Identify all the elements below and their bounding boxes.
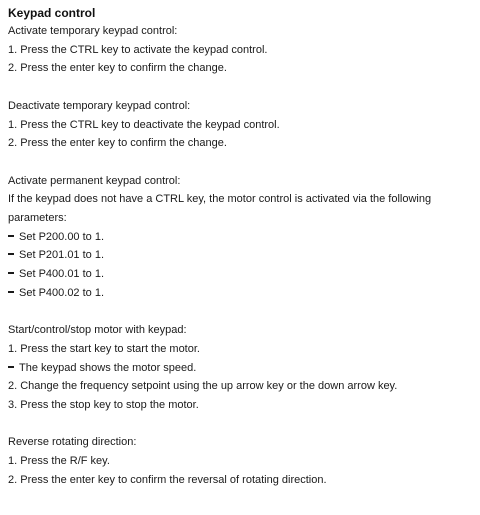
parameter-item: Set P400.01 to 1. [19,268,105,281]
list-item [8,228,474,247]
list-item [8,265,474,284]
temp-deactivate-step-2: 2. Press the enter key to confirm the change. [8,137,227,150]
reverse-step-1: 1. Press the R/F key. [8,455,110,468]
reverse-step-2: 2. Press the enter key to confirm the reversal of rotating direction. [8,473,327,486]
motor-step-3: 3. Press the stop key to stop the motor. [8,399,199,412]
dash-bullet-icon [8,235,14,237]
permanent-description: If the keypad does not have a CTRL key, the motor control is activated via the following parameters: [8,193,432,224]
temp-deactivate-step-1: 1. Press the CTRL key to deactivate the keypad control. [8,118,280,131]
motor-step-1: 1. Press the start key to start the motor. [8,342,200,355]
motor-sub-item: The keypad shows the motor speed. [19,361,197,374]
spacer [8,415,474,434]
motor-heading: Start/control/stop motor with keypad: [8,324,187,337]
reverse-heading: Reverse rotating direction: [8,436,137,449]
temp-activate-step-1: 1. Press the CTRL key to activate the keypad control. [8,43,268,56]
temp-activate-step-2: 2. Press the enter key to confirm the change. [8,62,227,75]
page-title: Keypad control [8,6,96,20]
dash-bullet-icon [8,253,14,255]
spacer [8,303,474,322]
dash-bullet-icon [8,366,14,368]
spacer [8,78,474,97]
temp-activate-heading: Activate temporary keypad control: [8,25,178,37]
list-item [8,246,474,265]
parameter-item: Set P201.01 to 1. [19,249,105,262]
permanent-heading: Activate permanent keypad control: [8,174,181,187]
motor-step-2: 2. Change the frequency setpoint using the up arrow key or the down arrow key. [8,380,398,393]
dash-bullet-icon [8,272,14,274]
parameter-item: Set P400.02 to 1. [19,286,105,299]
list-item [8,359,474,378]
temp-deactivate-heading: Deactivate temporary keypad control: [8,99,191,112]
parameter-item: Set P200.00 to 1. [19,230,105,243]
list-item [8,284,474,303]
dash-bullet-icon [8,291,14,293]
spacer [8,153,474,172]
document [8,4,474,490]
